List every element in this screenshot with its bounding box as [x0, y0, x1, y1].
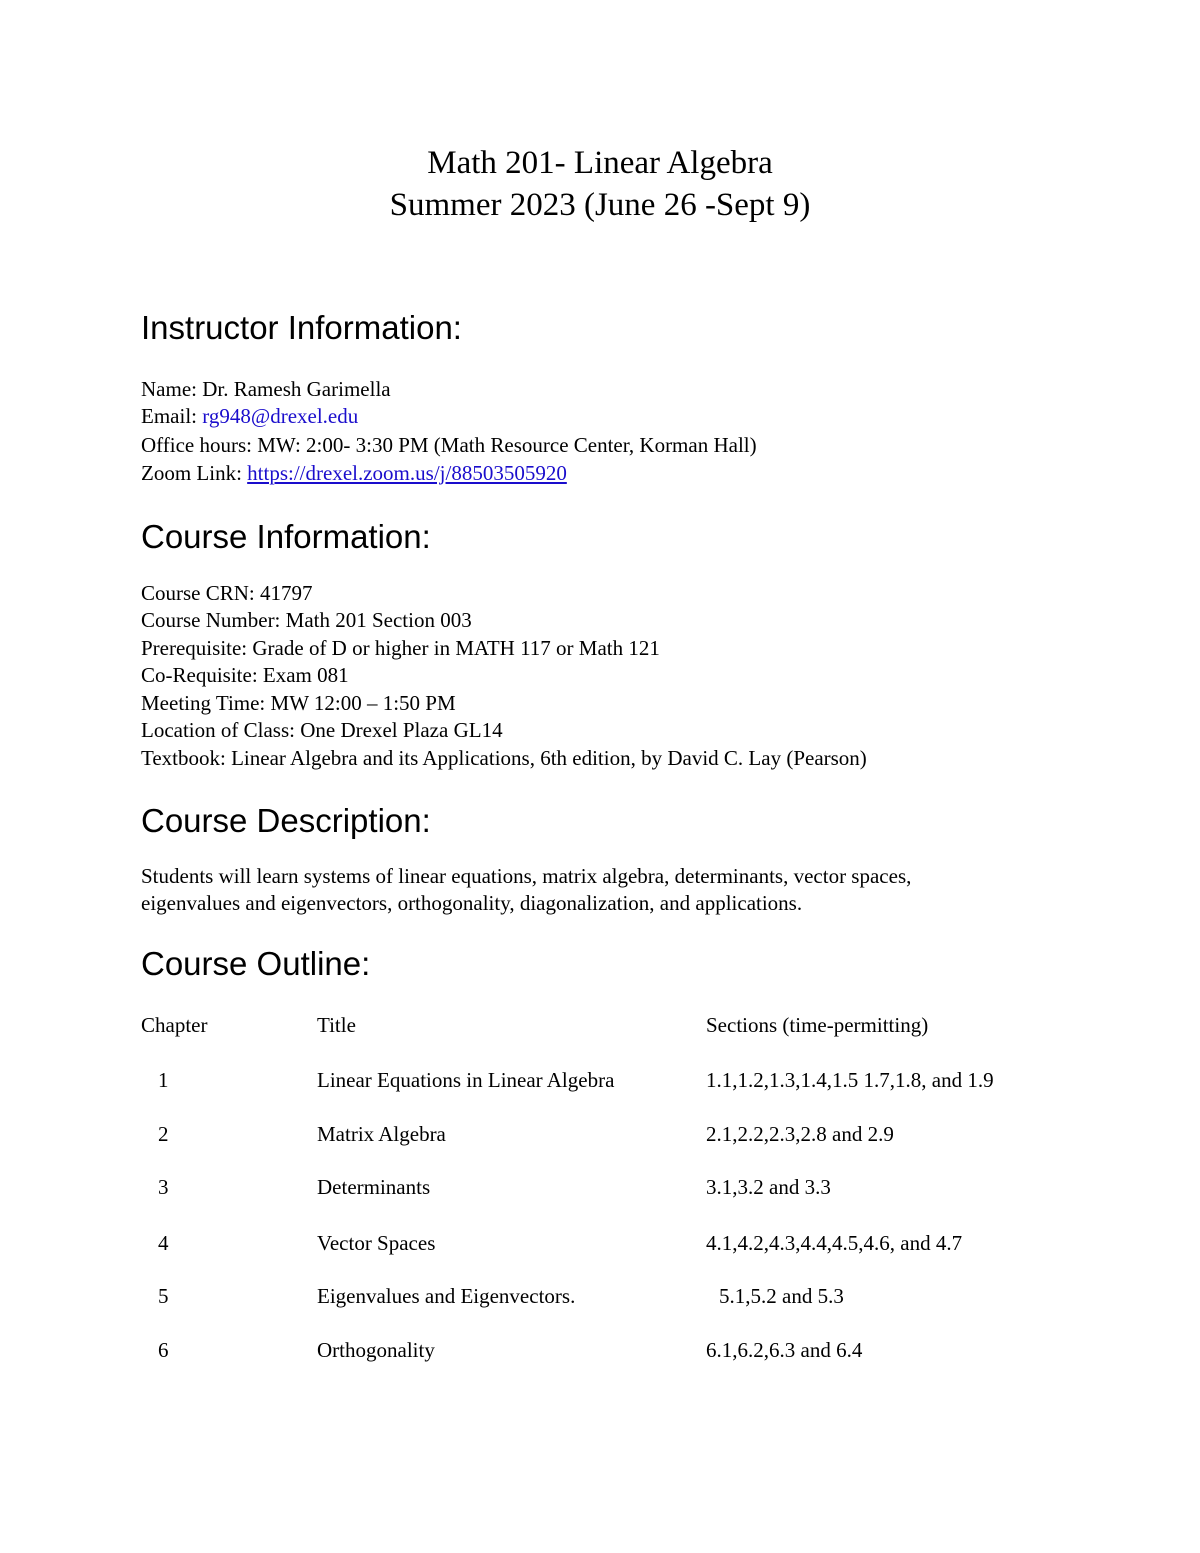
description-line-1: Students will learn systems of linear equations, matrix algebra, determinants, vector spaces, [141, 864, 912, 888]
class-location: Location of Class: One Drexel Plaza GL14 [141, 718, 503, 742]
chapter-sections: 1.1,1.2,1.3,1.4,1.5 1.7,1.8, and 1.9 [706, 1068, 994, 1092]
name-value: Dr. Ramesh Garimella [202, 377, 391, 401]
course-title: Math 201- Linear Algebra [427, 145, 773, 181]
chapter-sections: 6.1,6.2,6.3 and 6.4 [706, 1338, 863, 1362]
email-link[interactable]: rg948@drexel.edu [202, 404, 359, 428]
course-crn: Course CRN: 41797 [141, 581, 313, 605]
term-dates: Summer 2023 (June 26 -Sept 9) [389, 187, 811, 223]
outline-heading: Course Outline: [141, 945, 371, 982]
chapter-sections: 5.1,5.2 and 5.3 [719, 1284, 844, 1308]
co-requisite: Co-Requisite: Exam 081 [141, 663, 349, 687]
textbook: Textbook: Linear Algebra and its Applications, 6th edition, by David C. Lay (Pearson) [141, 746, 867, 770]
chapter-sections: 2.1,2.2,2.3,2.8 and 2.9 [706, 1122, 894, 1146]
meeting-time: Meeting Time: MW 12:00 – 1:50 PM [141, 691, 456, 715]
chapter-number: 3 [158, 1175, 169, 1199]
chapter-number: 5 [158, 1284, 169, 1308]
chapter-number: 2 [158, 1122, 169, 1146]
document-title [0, 142, 1200, 226]
chapter-title: Vector Spaces [317, 1231, 436, 1255]
chapter-sections: 3.1,3.2 and 3.3 [706, 1175, 831, 1199]
office-hours: Office hours: MW: 2:00- 3:30 PM (Math Resource Center, Korman Hall) [141, 433, 757, 457]
description-heading: Course Description: [141, 802, 431, 839]
chapter-title: Matrix Algebra [317, 1122, 446, 1146]
chapter-title: Linear Equations in Linear Algebra [317, 1068, 615, 1092]
chapter-title: Determinants [317, 1175, 431, 1199]
zoom-link[interactable]: https://drexel.zoom.us/j/88503505920 [247, 461, 567, 485]
instructor-name [141, 376, 391, 403]
chapter-number: 4 [158, 1231, 169, 1255]
name-label: Name: [141, 377, 203, 401]
email-label: Email: [141, 404, 203, 428]
instructor-email [141, 403, 358, 430]
chapter-number: 1 [158, 1068, 169, 1092]
chapter-sections: 4.1,4.2,4.3,4.4,4.5,4.6, and 4.7 [706, 1231, 963, 1255]
zoom-label: Zoom Link: [141, 461, 248, 485]
chapter-title: Eigenvalues and Eigenvectors. [317, 1284, 576, 1308]
header-title: Title [317, 1013, 356, 1037]
chapter-title: Orthogonality [317, 1338, 435, 1362]
zoom-line [141, 460, 567, 487]
course-info-heading: Course Information: [141, 518, 431, 555]
header-chapter: Chapter [141, 1013, 208, 1037]
chapter-number: 6 [158, 1338, 169, 1362]
description-line-2: eigenvalues and eigenvectors, orthogonality, diagonalization, and applications. [141, 891, 803, 915]
prerequisite: Prerequisite: Grade of D or higher in MATH 117 or Math 121 [141, 636, 660, 660]
instructor-heading: Instructor Information: [141, 309, 462, 346]
course-number: Course Number: Math 201 Section 003 [141, 608, 472, 632]
header-sections: Sections (time-permitting) [706, 1013, 929, 1037]
